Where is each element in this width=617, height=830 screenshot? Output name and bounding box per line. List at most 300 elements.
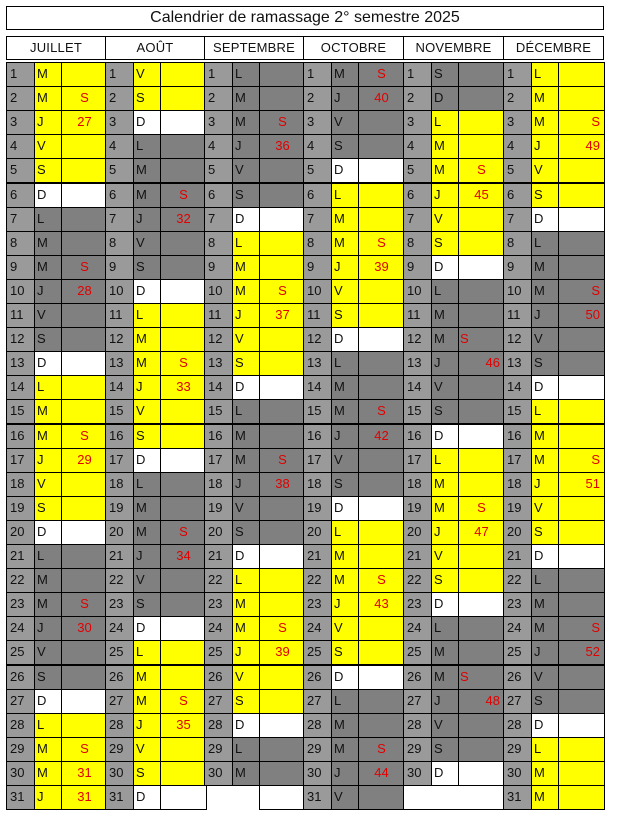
week-number: 44 bbox=[358, 761, 405, 786]
weekday-letter: M bbox=[133, 520, 161, 545]
empty-cell bbox=[61, 640, 108, 665]
empty-cell bbox=[61, 568, 108, 593]
day-number: 3 bbox=[303, 110, 332, 135]
day-number: 23 bbox=[303, 592, 332, 617]
empty-cell bbox=[558, 737, 605, 762]
calendar-title: Calendrier de ramassage 2° semestre 2025 bbox=[6, 6, 604, 30]
day-number: 19 bbox=[204, 496, 233, 521]
empty-cell bbox=[61, 231, 108, 256]
weekday-letter: V bbox=[133, 62, 161, 87]
day-number: 24 bbox=[105, 616, 134, 641]
day-number: 7 bbox=[303, 207, 332, 232]
week-number: 50 bbox=[558, 303, 605, 328]
day-number: 18 bbox=[204, 472, 233, 497]
week-number: 39 bbox=[259, 640, 306, 665]
weekday-letter: M bbox=[133, 351, 161, 376]
weekday-letter: V bbox=[531, 158, 559, 183]
day-number: 26 bbox=[204, 665, 233, 690]
day-number: 17 bbox=[503, 448, 532, 473]
empty-cell bbox=[61, 207, 108, 232]
empty-cell bbox=[160, 231, 207, 256]
day-number: 23 bbox=[6, 592, 35, 617]
empty-cell bbox=[558, 207, 605, 232]
empty-cell bbox=[358, 689, 405, 714]
weekday-letter: M bbox=[331, 62, 359, 87]
weekday-letter: J bbox=[331, 592, 359, 617]
weekday-letter: V bbox=[431, 207, 459, 232]
weekday-letter: M bbox=[431, 134, 459, 159]
weekday-letter: J bbox=[232, 640, 260, 665]
weekday-letter: D bbox=[331, 665, 359, 690]
weekday-letter: L bbox=[531, 568, 559, 593]
collection-mark: S bbox=[61, 424, 108, 449]
day-number: 5 bbox=[204, 158, 233, 183]
empty-cell bbox=[259, 568, 306, 593]
week-number: 35 bbox=[160, 713, 207, 738]
weekday-letter: M bbox=[531, 448, 559, 473]
weekday-letter: D bbox=[133, 279, 161, 304]
day-number: 2 bbox=[403, 86, 432, 111]
empty-cell bbox=[61, 158, 108, 183]
weekday-letter: S bbox=[531, 183, 559, 208]
day-number: 10 bbox=[105, 279, 134, 304]
day-number: 30 bbox=[105, 761, 134, 786]
collection-mark: S bbox=[558, 616, 605, 641]
day-number: 21 bbox=[403, 544, 432, 569]
day-number: 4 bbox=[503, 134, 532, 159]
day-number: 11 bbox=[503, 303, 532, 328]
weekday-letter: M bbox=[331, 207, 359, 232]
day-number: 19 bbox=[403, 496, 432, 521]
empty-cell bbox=[358, 207, 405, 232]
empty-cell bbox=[358, 303, 405, 328]
weekday-letter: V bbox=[431, 375, 459, 400]
day-number: 22 bbox=[403, 568, 432, 593]
day-number: 20 bbox=[503, 520, 532, 545]
empty-cell bbox=[259, 520, 306, 545]
collection-mark: S bbox=[160, 351, 207, 376]
day-number: 22 bbox=[6, 568, 35, 593]
empty-cell bbox=[358, 496, 405, 521]
day-number: 8 bbox=[503, 231, 532, 256]
collection-mark: S bbox=[61, 255, 108, 280]
day-number: 28 bbox=[303, 713, 332, 738]
empty-cell bbox=[160, 424, 207, 449]
week-number: 47 bbox=[458, 520, 505, 545]
weekday-letter: M bbox=[232, 616, 260, 641]
week-number: 52 bbox=[558, 640, 605, 665]
weekday-letter: V bbox=[34, 303, 62, 328]
day-number: 20 bbox=[6, 520, 35, 545]
week-number: 46 bbox=[458, 351, 505, 376]
weekday-letter: M bbox=[431, 472, 459, 497]
empty-cell bbox=[358, 158, 405, 183]
weekday-letter: S bbox=[331, 303, 359, 328]
weekday-letter: M bbox=[531, 255, 559, 280]
empty-cell bbox=[558, 375, 605, 400]
day-number: 30 bbox=[204, 761, 233, 786]
weekday-letter: S bbox=[232, 689, 260, 714]
day-number: 6 bbox=[503, 183, 532, 208]
empty-cell bbox=[558, 231, 605, 256]
weekday-letter: M bbox=[431, 158, 459, 183]
day-number: 26 bbox=[403, 665, 432, 690]
weekday-letter: J bbox=[34, 448, 62, 473]
day-number: 13 bbox=[204, 351, 233, 376]
day-number: 28 bbox=[403, 713, 432, 738]
empty-cell bbox=[558, 592, 605, 617]
weekday-letter: L bbox=[232, 737, 260, 762]
day-number: 2 bbox=[503, 86, 532, 111]
day-number: 4 bbox=[105, 134, 134, 159]
day-number: 9 bbox=[6, 255, 35, 280]
weekday-letter: M bbox=[531, 785, 559, 810]
weekday-letter: V bbox=[331, 616, 359, 641]
collection-mark: S bbox=[259, 279, 306, 304]
weekday-letter: M bbox=[133, 496, 161, 521]
day-number: 1 bbox=[303, 62, 332, 87]
week-number: 37 bbox=[259, 303, 306, 328]
week-number: 40 bbox=[358, 86, 405, 111]
weekday-letter: S bbox=[331, 472, 359, 497]
weekday-letter: V bbox=[133, 568, 161, 593]
weekday-letter: S bbox=[34, 496, 62, 521]
empty-cell bbox=[160, 327, 207, 352]
week-number: 51 bbox=[558, 472, 605, 497]
weekday-letter: V bbox=[34, 640, 62, 665]
week-number: 42 bbox=[358, 424, 405, 449]
empty-cell bbox=[259, 689, 306, 714]
day-number: 17 bbox=[303, 448, 332, 473]
day-number: 15 bbox=[6, 399, 35, 424]
weekday-letter: J bbox=[331, 424, 359, 449]
empty-cell bbox=[259, 399, 306, 424]
weekday-letter: S bbox=[331, 134, 359, 159]
empty-cell bbox=[160, 737, 207, 762]
weekday-letter: M bbox=[331, 737, 359, 762]
weekday-letter: J bbox=[431, 351, 459, 376]
empty-cell bbox=[160, 616, 207, 641]
day-number: 8 bbox=[403, 231, 432, 256]
day-number: 26 bbox=[105, 665, 134, 690]
day-number: 22 bbox=[503, 568, 532, 593]
weekday-letter: D bbox=[232, 544, 260, 569]
month-header-decembre: DÉCEMBRE bbox=[503, 36, 604, 60]
weekday-letter: M bbox=[331, 399, 359, 424]
day-number: 16 bbox=[503, 424, 532, 449]
empty-cell bbox=[458, 231, 505, 256]
empty-cell bbox=[558, 158, 605, 183]
weekday-letter: M bbox=[34, 399, 62, 424]
weekday-letter: D bbox=[34, 520, 62, 545]
empty-cell bbox=[61, 544, 108, 569]
collection-mark: S bbox=[259, 616, 306, 641]
day-number: 21 bbox=[503, 544, 532, 569]
day-number: 15 bbox=[105, 399, 134, 424]
empty-cell bbox=[259, 62, 306, 87]
empty-cell bbox=[61, 713, 108, 738]
weekday-letter: D bbox=[133, 616, 161, 641]
weekday-letter: J bbox=[34, 279, 62, 304]
weekday-letter: M bbox=[34, 424, 62, 449]
day-number: 26 bbox=[303, 665, 332, 690]
weekday-letter: M bbox=[431, 327, 459, 352]
weekday-letter: M bbox=[34, 592, 62, 617]
empty-cell bbox=[259, 592, 306, 617]
day-number: 7 bbox=[204, 207, 233, 232]
weekday-letter: J bbox=[531, 134, 559, 159]
week-number: 48 bbox=[458, 689, 505, 714]
weekday-letter: L bbox=[331, 689, 359, 714]
day-number: 29 bbox=[204, 737, 233, 762]
day-number: 14 bbox=[403, 375, 432, 400]
empty-cell bbox=[160, 110, 207, 135]
empty-cell bbox=[558, 496, 605, 521]
day-number: 8 bbox=[303, 231, 332, 256]
empty-cell bbox=[558, 327, 605, 352]
empty-cell bbox=[558, 665, 605, 690]
weekday-letter: M bbox=[531, 424, 559, 449]
weekday-letter: L bbox=[531, 62, 559, 87]
weekday-letter: D bbox=[431, 424, 459, 449]
weekday-letter: V bbox=[34, 134, 62, 159]
day-number: 31 bbox=[6, 785, 35, 810]
empty-cell bbox=[458, 592, 505, 617]
day-number: 4 bbox=[6, 134, 35, 159]
weekday-letter: S bbox=[531, 689, 559, 714]
collection-mark: S bbox=[160, 183, 207, 208]
collection-mark: S bbox=[458, 327, 505, 352]
weekday-letter: M bbox=[531, 761, 559, 786]
weekday-letter: M bbox=[34, 62, 62, 87]
weekday-letter: L bbox=[232, 231, 260, 256]
empty-cell bbox=[458, 207, 505, 232]
empty-cell bbox=[61, 472, 108, 497]
empty-cell bbox=[160, 785, 207, 810]
empty-cell bbox=[160, 640, 207, 665]
weekday-letter: J bbox=[431, 183, 459, 208]
weekday-letter: V bbox=[431, 544, 459, 569]
empty-cell bbox=[458, 616, 505, 641]
empty-cell bbox=[61, 183, 108, 208]
empty-cell bbox=[558, 713, 605, 738]
empty-cell bbox=[259, 255, 306, 280]
empty-cell bbox=[160, 496, 207, 521]
day-number: 3 bbox=[204, 110, 233, 135]
weekday-letter: L bbox=[34, 207, 62, 232]
weekday-letter: S bbox=[431, 399, 459, 424]
weekday-letter: L bbox=[331, 520, 359, 545]
collection-mark: S bbox=[558, 448, 605, 473]
weekday-letter: V bbox=[232, 158, 260, 183]
weekday-letter: J bbox=[34, 110, 62, 135]
weekday-letter: D bbox=[431, 592, 459, 617]
empty-cell bbox=[259, 544, 306, 569]
weekday-letter: V bbox=[232, 327, 260, 352]
weekday-letter: D bbox=[34, 689, 62, 714]
empty-cell bbox=[259, 496, 306, 521]
empty-cell bbox=[358, 375, 405, 400]
empty-cell bbox=[259, 183, 306, 208]
collection-mark: S bbox=[160, 689, 207, 714]
weekday-letter: V bbox=[133, 737, 161, 762]
weekday-letter: J bbox=[133, 544, 161, 569]
collection-mark: S bbox=[458, 158, 505, 183]
day-number: 5 bbox=[503, 158, 532, 183]
day-number: 27 bbox=[6, 689, 35, 714]
month-header-novembre: NOVEMBRE bbox=[403, 36, 504, 60]
empty-cell bbox=[358, 665, 405, 690]
day-number: 6 bbox=[204, 183, 233, 208]
weekday-letter: D bbox=[531, 375, 559, 400]
day-number: 3 bbox=[105, 110, 134, 135]
weekday-letter: D bbox=[331, 327, 359, 352]
weekday-letter: V bbox=[34, 472, 62, 497]
collection-mark: S bbox=[61, 737, 108, 762]
weekday-letter: J bbox=[232, 303, 260, 328]
weekday-letter: S bbox=[331, 640, 359, 665]
weekday-letter: J bbox=[34, 616, 62, 641]
weekday-letter: S bbox=[133, 424, 161, 449]
day-number: 21 bbox=[303, 544, 332, 569]
weekday-letter: M bbox=[531, 592, 559, 617]
day-number: 12 bbox=[105, 327, 134, 352]
day-number: 18 bbox=[403, 472, 432, 497]
weekday-letter: S bbox=[34, 158, 62, 183]
day-number: 19 bbox=[303, 496, 332, 521]
day-number: 17 bbox=[6, 448, 35, 473]
day-number: 21 bbox=[6, 544, 35, 569]
day-number: 11 bbox=[105, 303, 134, 328]
day-number: 30 bbox=[6, 761, 35, 786]
empty-cell bbox=[358, 110, 405, 135]
day-number: 1 bbox=[503, 62, 532, 87]
day-number: 20 bbox=[105, 520, 134, 545]
month-header-septembre: SEPTEMBRE bbox=[204, 36, 304, 60]
empty-cell bbox=[259, 375, 306, 400]
week-number: 39 bbox=[358, 255, 405, 280]
day-number: 9 bbox=[403, 255, 432, 280]
weekday-letter: J bbox=[431, 520, 459, 545]
weekday-letter: M bbox=[531, 279, 559, 304]
weekday-letter: J bbox=[531, 472, 559, 497]
empty-cell bbox=[358, 616, 405, 641]
day-number: 29 bbox=[6, 737, 35, 762]
empty-cell bbox=[458, 713, 505, 738]
weekday-letter: L bbox=[431, 616, 459, 641]
empty-cell bbox=[458, 110, 505, 135]
day-number: 31 bbox=[105, 785, 134, 810]
day-number: 26 bbox=[6, 665, 35, 690]
weekday-letter: J bbox=[431, 689, 459, 714]
day-number: 31 bbox=[303, 785, 332, 810]
weekday-letter: S bbox=[133, 255, 161, 280]
weekday-letter: D bbox=[431, 255, 459, 280]
day-number: 16 bbox=[6, 424, 35, 449]
day-number: 25 bbox=[6, 640, 35, 665]
weekday-letter: M bbox=[34, 568, 62, 593]
day-number: 7 bbox=[6, 207, 35, 232]
weekday-letter: S bbox=[431, 231, 459, 256]
weekday-letter: M bbox=[232, 424, 260, 449]
empty-cell bbox=[160, 761, 207, 786]
day-number: 2 bbox=[303, 86, 332, 111]
empty-cell bbox=[558, 399, 605, 424]
empty-cell bbox=[458, 86, 505, 111]
collection-mark: S bbox=[558, 110, 605, 135]
empty-cell bbox=[458, 568, 505, 593]
empty-cell bbox=[160, 86, 207, 111]
weekday-letter: M bbox=[431, 496, 459, 521]
weekday-letter: S bbox=[34, 665, 62, 690]
empty-cell bbox=[458, 544, 505, 569]
day-number: 10 bbox=[403, 279, 432, 304]
weekday-letter: L bbox=[531, 399, 559, 424]
day-number: 8 bbox=[6, 231, 35, 256]
day-number: 14 bbox=[303, 375, 332, 400]
day-number: 12 bbox=[204, 327, 233, 352]
weekday-letter: M bbox=[531, 616, 559, 641]
month-header-juillet: JUILLET bbox=[6, 36, 106, 60]
empty-cell bbox=[558, 761, 605, 786]
weekday-letter: M bbox=[232, 86, 260, 111]
day-number: 6 bbox=[6, 183, 35, 208]
empty-cell bbox=[558, 568, 605, 593]
collection-mark: S bbox=[259, 110, 306, 135]
empty-cell bbox=[259, 158, 306, 183]
weekday-letter: D bbox=[531, 544, 559, 569]
weekday-letter: L bbox=[232, 399, 260, 424]
empty-cell bbox=[259, 737, 306, 762]
empty-cell bbox=[558, 183, 605, 208]
weekday-letter: S bbox=[431, 62, 459, 87]
empty-cell bbox=[259, 351, 306, 376]
weekday-letter: D bbox=[232, 207, 260, 232]
day-number: 27 bbox=[303, 689, 332, 714]
day-number: 20 bbox=[403, 520, 432, 545]
weekday-letter: L bbox=[331, 351, 359, 376]
empty-cell bbox=[458, 424, 505, 449]
weekday-letter: V bbox=[232, 496, 260, 521]
weekday-letter: J bbox=[331, 255, 359, 280]
day-number: 13 bbox=[503, 351, 532, 376]
day-number: 20 bbox=[303, 520, 332, 545]
weekday-letter: L bbox=[133, 134, 161, 159]
weekday-letter: L bbox=[34, 713, 62, 738]
weekday-letter: M bbox=[431, 665, 459, 690]
day-number: 17 bbox=[403, 448, 432, 473]
day-number: 25 bbox=[403, 640, 432, 665]
day-number: 16 bbox=[403, 424, 432, 449]
week-number: 36 bbox=[259, 134, 306, 159]
day-number: 11 bbox=[6, 303, 35, 328]
weekday-letter: M bbox=[133, 158, 161, 183]
empty-cell bbox=[458, 448, 505, 473]
empty-cell bbox=[259, 424, 306, 449]
weekday-letter: J bbox=[531, 640, 559, 665]
day-number: 7 bbox=[105, 207, 134, 232]
weekday-letter: D bbox=[232, 375, 260, 400]
empty-cell bbox=[558, 351, 605, 376]
day-number: 11 bbox=[403, 303, 432, 328]
weekday-letter: L bbox=[331, 183, 359, 208]
day-number: 24 bbox=[403, 616, 432, 641]
day-number: 11 bbox=[204, 303, 233, 328]
empty-cell bbox=[558, 62, 605, 87]
empty-cell bbox=[61, 689, 108, 714]
day-number: 30 bbox=[503, 761, 532, 786]
weekday-letter: J bbox=[531, 303, 559, 328]
